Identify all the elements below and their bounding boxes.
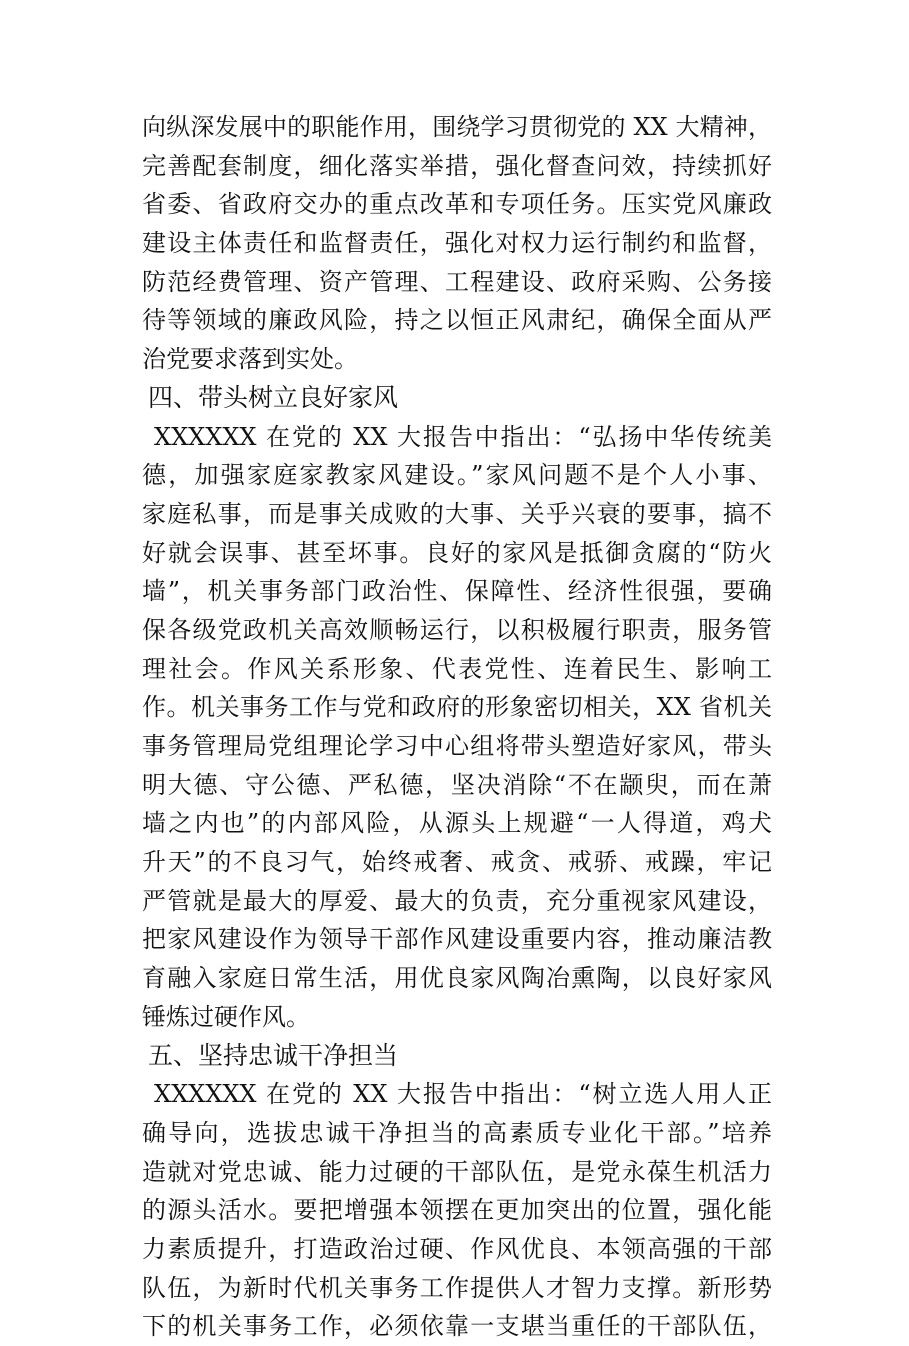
paragraph-1 (142, 108, 772, 379)
text-line: 建设主体责任和监督责任，强化对权力运行制约和监督， (142, 229, 772, 258)
text-line: 墙”，机关事务部门政治性、保障性、经济性很强，要确 (142, 577, 772, 606)
text-line: 作。机关事务工作与党和政府的形象密切相关，XX 省机关 (142, 693, 772, 722)
text-line: 确导向，选拔忠诚干净担当的高素质专业化干部。”培养 (142, 1118, 772, 1147)
text-line: 事务管理局党组理论学习中心组将带头塑造好家风，带头 (142, 732, 772, 760)
text-line: 好就会误事、甚至坏事。良好的家风是抵御贪腐的“防火 (142, 538, 772, 567)
text-line: 锤炼过硬作风。 (142, 1002, 310, 1031)
text-line: 造就对党忠诚、能力过硬的干部队伍，是党永葆生机活力 (142, 1157, 772, 1186)
text-line: 升天”的不良习气，始终戒奢、戒贪、戒骄、戒躁，牢记 (142, 848, 772, 877)
text-line: 理社会。作风关系形象、代表党性、连着民生、影响工 (142, 654, 772, 683)
text-line: 保各级党政机关高效顺畅运行，以积极履行职责，服务管 (142, 615, 772, 644)
text-line: 家庭私事，而是事关成败的大事、关乎兴衰的要事，搞不 (142, 499, 772, 528)
text-line: 德，加强家庭家教家风建设。”家风问题不是个人小事、 (142, 461, 772, 490)
text-line: XXXXXX 在党的 XX 大报告中指出：“弘扬中华传统美 (154, 422, 772, 451)
text-line: 队伍，为新时代机关事务工作提供人才智力支撑。新形势 (142, 1273, 772, 1302)
text-line: 把家风建设作为领导干部作风建设重要内容，推动廉洁教 (142, 925, 772, 954)
text-line: 严管就是最大的厚爱、最大的负责，充分重视家风建设， (142, 886, 772, 915)
text-line: 的源头活水。要把增强本领摆在更加突出的位置，强化能 (142, 1196, 772, 1225)
text-line: 力素质提升，打造政治过硬、作风优良、本领高强的干部 (142, 1234, 772, 1263)
document-body (142, 108, 772, 1346)
section-heading-4: 四、带头树立良好家风 (148, 382, 399, 412)
paragraph-3 (142, 1075, 772, 1346)
text-line: 完善配套制度，细化落实举措，强化督查问效，持续抓好 (142, 151, 772, 180)
text-line: 育融入家庭日常生活，用优良家风陶冶熏陶，以良好家风 (142, 964, 772, 993)
text-line: 待等领域的廉政风险，持之以恒正风肃纪，确保全面从严 (142, 306, 772, 335)
text-line: 省委、省政府交办的重点改革和专项任务。压实党风廉政 (142, 190, 772, 219)
paragraph-2 (142, 418, 772, 1037)
text-line: 向纵深发展中的职能作用，围绕学习贯彻党的 XX 大精神， (142, 113, 772, 141)
text-line: 墙之内也”的内部风险，从源头上规避“一人得道，鸡犬 (142, 809, 772, 838)
text-line: XXXXXX 在党的 XX 大报告中指出：“树立选人用人正 (154, 1080, 772, 1109)
text-line: 下的机关事务工作，必须依靠一支堪当重任的干部队伍， (142, 1312, 772, 1341)
text-line: 治党要求落到实处。 (142, 345, 358, 374)
text-line: 明大德、守公德、严私德，坚决消除“不在颛臾，而在萧 (142, 770, 772, 799)
section-heading-5: 五、坚持忠诚干净担当 (148, 1040, 399, 1070)
text-line: 防范经费管理、资产管理、工程建设、政府采购、公务接 (142, 267, 772, 296)
